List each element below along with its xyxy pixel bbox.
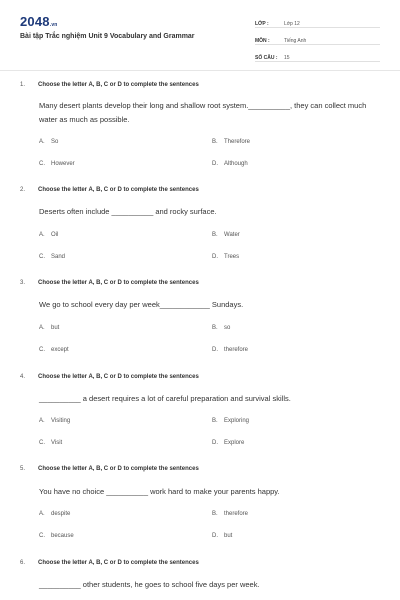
option-letter: C. bbox=[39, 440, 45, 446]
option-c[interactable] bbox=[39, 440, 62, 446]
question-text: __________ a desert requires a lot of careful preparation and survival skills. bbox=[39, 394, 291, 403]
option-b[interactable] bbox=[212, 325, 230, 331]
option-letter: A. bbox=[39, 511, 45, 517]
question-number: 6. bbox=[20, 560, 26, 566]
option-letter: D. bbox=[212, 347, 218, 353]
option-letter: A. bbox=[39, 418, 45, 424]
option-letter: D. bbox=[212, 161, 218, 167]
option-a[interactable] bbox=[39, 232, 58, 238]
logo-suffix: .vn bbox=[49, 22, 58, 28]
meta-value: Tiếng Anh bbox=[284, 38, 307, 44]
option-letter: B. bbox=[212, 232, 218, 238]
option-b[interactable] bbox=[212, 511, 248, 517]
option-letter: B. bbox=[212, 511, 218, 517]
option-letter: C. bbox=[39, 161, 45, 167]
question-3 bbox=[20, 280, 380, 353]
option-text: except bbox=[51, 347, 69, 353]
option-text: Trees bbox=[224, 254, 240, 260]
option-text: Visiting bbox=[51, 418, 71, 424]
option-d[interactable] bbox=[212, 161, 248, 167]
meta-row-count bbox=[255, 49, 380, 62]
question-number: 3. bbox=[20, 280, 26, 286]
option-text: but bbox=[224, 533, 233, 539]
question-number: 5. bbox=[20, 466, 26, 472]
question-2 bbox=[20, 187, 380, 260]
option-b[interactable] bbox=[212, 418, 249, 424]
question-instruction: Choose the letter A, B, C or D to complete the sentences bbox=[38, 466, 199, 472]
option-text: Explore bbox=[224, 440, 245, 446]
option-text: Exploring bbox=[224, 418, 250, 424]
option-text: therefore bbox=[224, 511, 249, 517]
option-d[interactable] bbox=[212, 440, 244, 446]
option-text: so bbox=[224, 325, 231, 331]
logo-text: 2048 bbox=[20, 14, 50, 29]
question-4 bbox=[20, 374, 380, 446]
question-header bbox=[20, 560, 380, 572]
question-number: 4. bbox=[20, 374, 26, 380]
meta-info bbox=[255, 15, 380, 66]
option-letter: A. bbox=[39, 139, 45, 145]
question-6 bbox=[20, 560, 380, 589]
option-text: However bbox=[51, 161, 75, 167]
question-header bbox=[20, 82, 380, 94]
question-1 bbox=[20, 82, 380, 167]
option-letter: D. bbox=[212, 440, 218, 446]
question-instruction: Choose the letter A, B, C or D to complete the sentences bbox=[38, 187, 199, 193]
meta-value: Lớp 12 bbox=[284, 21, 300, 27]
option-letter: B. bbox=[212, 325, 218, 331]
option-text: Water bbox=[224, 232, 240, 238]
meta-label: MÔN : bbox=[255, 38, 270, 44]
option-text: Although bbox=[224, 161, 248, 167]
question-header bbox=[20, 280, 380, 292]
option-c[interactable] bbox=[39, 533, 74, 539]
option-b[interactable] bbox=[212, 232, 240, 238]
option-text: Oil bbox=[51, 232, 59, 238]
option-a[interactable] bbox=[39, 418, 70, 424]
meta-label: SỐ CÂU : bbox=[255, 55, 278, 61]
option-text: because bbox=[51, 533, 74, 539]
option-letter: B. bbox=[212, 139, 218, 145]
question-instruction: Choose the letter A, B, C or D to complete the sentences bbox=[38, 82, 199, 88]
option-letter: C. bbox=[39, 347, 45, 353]
option-a[interactable] bbox=[39, 325, 59, 331]
question-header bbox=[20, 187, 380, 199]
option-d[interactable] bbox=[212, 533, 232, 539]
question-number: 2. bbox=[20, 187, 26, 193]
option-letter: C. bbox=[39, 533, 45, 539]
option-letter: A. bbox=[39, 232, 45, 238]
option-text: therefore bbox=[224, 347, 249, 353]
option-c[interactable] bbox=[39, 347, 69, 353]
option-text: So bbox=[51, 139, 59, 145]
meta-row-subject bbox=[255, 32, 380, 45]
option-letter: C. bbox=[39, 254, 45, 260]
question-instruction: Choose the letter A, B, C or D to complete the sentences bbox=[38, 280, 199, 286]
question-text: __________ other students, he goes to school five days per week. bbox=[39, 580, 260, 589]
option-a[interactable] bbox=[39, 511, 70, 517]
question-text: Many desert plants develop their long and shallow root system.__________, they can collect much water as much as possible. bbox=[39, 101, 367, 124]
question-instruction: Choose the letter A, B, C or D to complete the sentences bbox=[38, 560, 199, 566]
meta-label: LỚP : bbox=[255, 21, 269, 27]
question-text: Deserts often include __________ and rocky surface. bbox=[39, 207, 217, 216]
question-header bbox=[20, 466, 380, 478]
option-text: Visit bbox=[51, 440, 63, 446]
site-logo[interactable] bbox=[20, 14, 58, 29]
worksheet-header bbox=[0, 0, 400, 71]
option-d[interactable] bbox=[212, 347, 248, 353]
document-title: Bài tập Trắc nghiệm Unit 9 Vocabulary and Grammar bbox=[20, 33, 195, 40]
option-text: despite bbox=[51, 511, 71, 517]
question-instruction: Choose the letter A, B, C or D to complete the sentences bbox=[38, 374, 199, 380]
question-number: 1. bbox=[20, 82, 26, 88]
question-text: We go to school every day per week____________ Sundays. bbox=[39, 300, 244, 309]
option-a[interactable] bbox=[39, 139, 58, 145]
question-header bbox=[20, 374, 380, 386]
option-c[interactable] bbox=[39, 254, 65, 260]
option-letter: D. bbox=[212, 533, 218, 539]
meta-value: 15 bbox=[284, 55, 290, 61]
option-text: but bbox=[51, 325, 60, 331]
question-5 bbox=[20, 466, 380, 539]
option-c[interactable] bbox=[39, 161, 75, 167]
option-letter: B. bbox=[212, 418, 218, 424]
option-d[interactable] bbox=[212, 254, 239, 260]
option-text: Therefore bbox=[224, 139, 251, 145]
question-text: You have no choice __________ work hard to make your parents happy. bbox=[39, 487, 280, 496]
meta-row-class bbox=[255, 15, 380, 28]
option-text: Sand bbox=[51, 254, 66, 260]
option-letter: D. bbox=[212, 254, 218, 260]
option-b[interactable] bbox=[212, 139, 250, 145]
option-letter: A. bbox=[39, 325, 45, 331]
